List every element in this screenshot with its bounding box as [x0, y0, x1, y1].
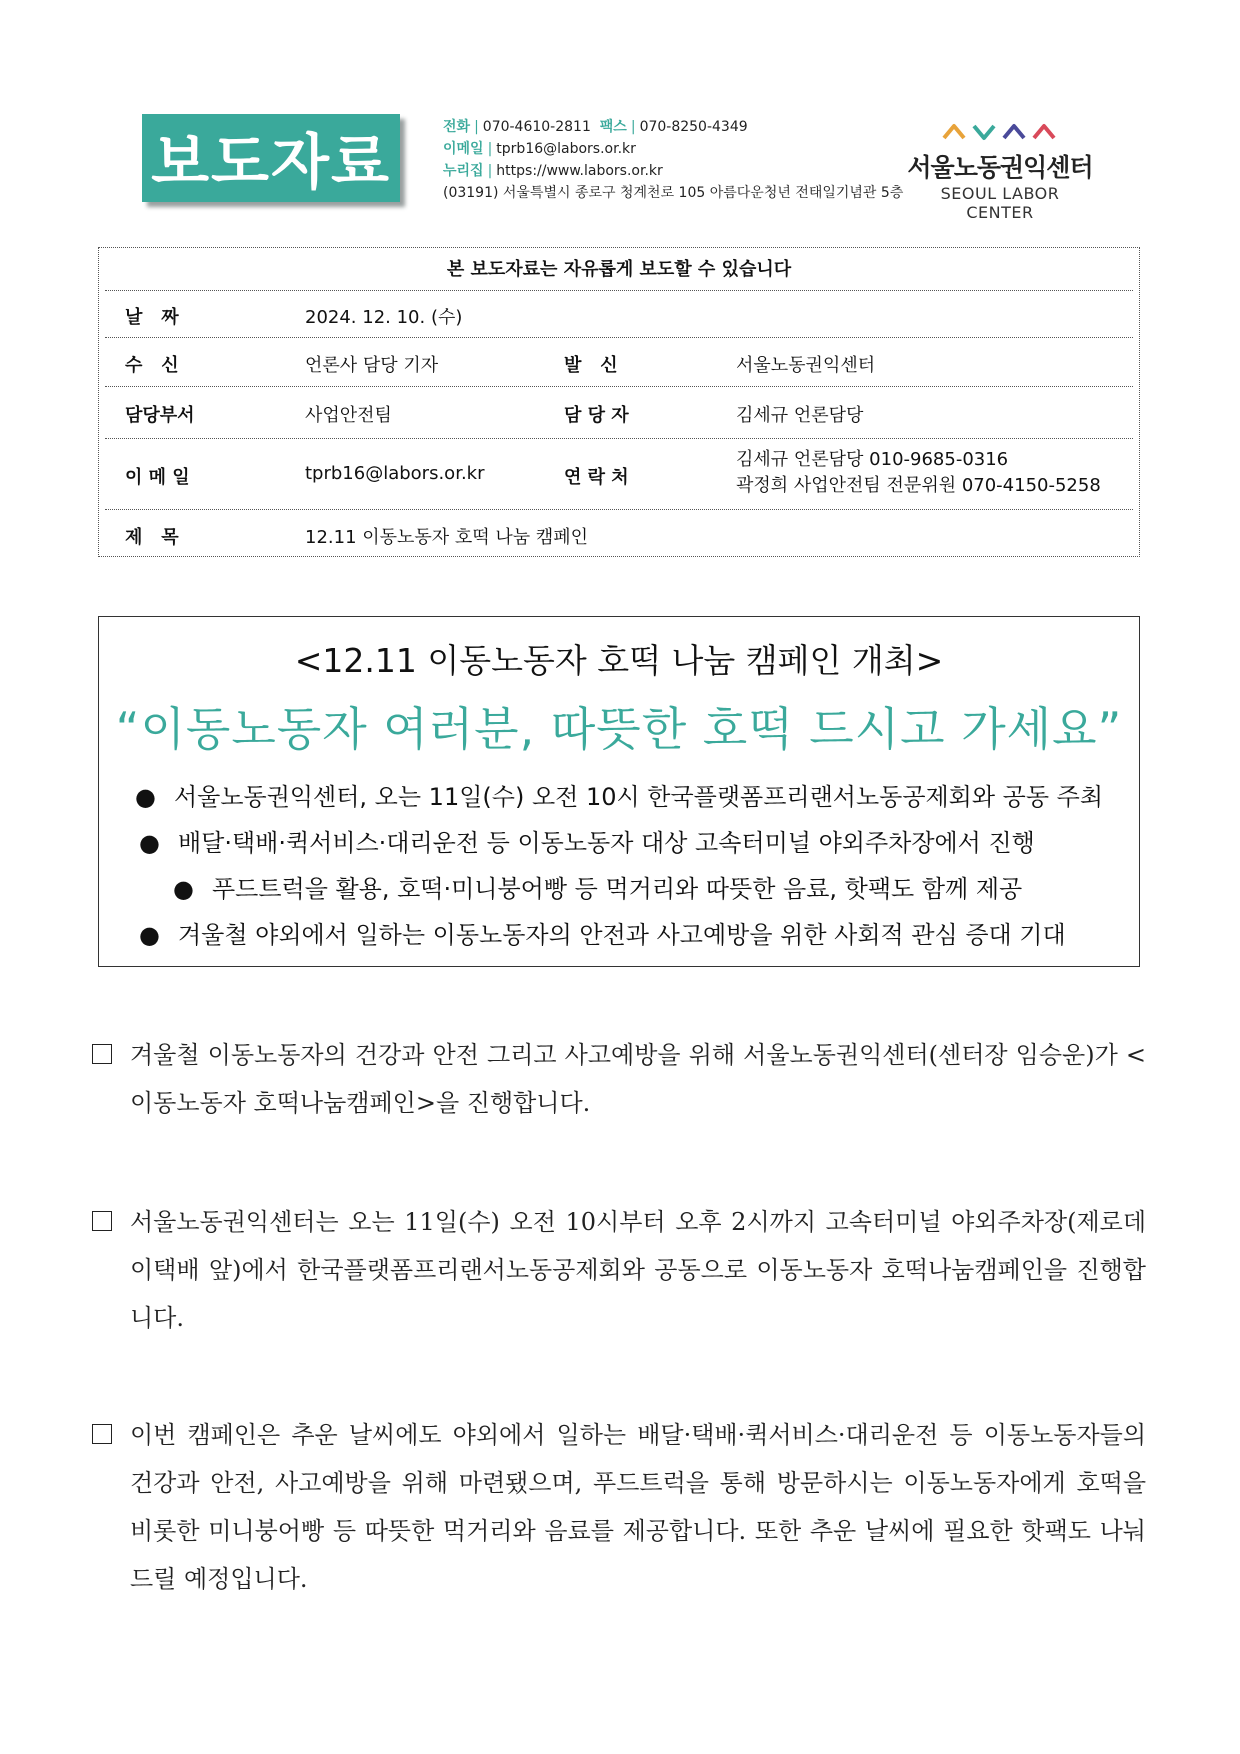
phone-label: 전화 [443, 119, 471, 135]
fax-label: 팩스 [599, 119, 627, 135]
website-link[interactable]: https://www.labors.or.kr [496, 163, 663, 179]
from-label: 발 신 [564, 355, 618, 376]
summary-bullet: ● 서울노동권익센터, 오는 11일(수) 오전 10시 한국플랫폼프리랜서노동공제회와 공동 주최 [135, 783, 1104, 811]
contact-values [736, 447, 1101, 499]
from-value: 서울노동권익센터 [736, 355, 876, 376]
checkbox-square-icon [92, 1424, 112, 1444]
contact-label: 연 락 처 [564, 467, 629, 488]
headline-box [98, 616, 1140, 967]
org-name: 서울노동권익센터 [907, 153, 1093, 182]
info-row-date [105, 291, 1133, 338]
dept-label: 담당부서 [125, 405, 195, 426]
subject-label: 제 목 [125, 527, 179, 548]
summary-bullet: ● 겨울철 야외에서 일하는 이동노동자의 안전과 사고예방을 위한 사회적 관심 증대 기대 [139, 921, 1066, 949]
subject-value: 12.11 이동노동자 호떡 나눔 캠페인 [305, 527, 589, 548]
person-value: 김세규 언론담당 [736, 405, 864, 426]
bullet-icon: ● [139, 829, 160, 857]
info-row-recipient [105, 338, 1133, 387]
info-row-subject [105, 510, 1133, 559]
bullet-icon: ● [135, 783, 156, 811]
bullet-icon: ● [173, 875, 194, 903]
dept-value: 사업안전팀 [305, 405, 392, 426]
headline-title: “이동노동자 여러분, 따뜻한 호떡 드시고 가세요” [115, 702, 1123, 756]
email-link[interactable]: tprb16@labors.or.kr [496, 141, 636, 157]
fax-number: 070-8250-4349 [639, 119, 748, 135]
date-value: 2024. 12. 10. (수) [305, 307, 463, 328]
phone-number[interactable]: 070-4610-2811 [482, 119, 591, 135]
checkbox-square-icon [92, 1044, 112, 1064]
checkbox-square-icon [92, 1211, 112, 1231]
body-paragraph: 이번 캠페인은 추운 날씨에도 야외에서 일하는 배달·택배·퀵서비스·대리운전 등 이동노동자들의 건강과 안전, 사고예방을 위해 마련됐으며, 푸드트럭을 통해 방문하시는 이동노동자에게 호떡을 비롯한 미니붕어빵 등 따뜻한 먹거리와 음료를 제공합니다. 또한 추운 날씨에 필요한 핫팩도 나눠드릴 예정입니다. [92, 1411, 1146, 1603]
info-row-department [105, 387, 1133, 439]
bullet-icon: ● [139, 921, 160, 949]
body-paragraph: 겨울철 이동노동자의 건강과 안전 그리고 사고예방을 위해 서울노동권익센터(센터장 임승운)가 <이동노동자 호떡나눔캠페인>을 진행합니다. [92, 1031, 1146, 1127]
body-paragraph: 서울노동권익센터는 오는 11일(수) 오전 10시부터 오후 2시까지 고속터미널 야외주차장(제로데이택배 앞)에서 한국플랫폼프리랜서노동공제회와 공동으로 이동노동자 호떡나눔캠페인을 진행합니다. [92, 1198, 1146, 1342]
summary-bullet: ● 푸드트럭을 활용, 호떡·미니붕어빵 등 먹거리와 따뜻한 음료, 핫팩도 함께 제공 [173, 875, 1023, 903]
headline-subtitle: <12.11 이동노동자 호떡 나눔 캠페인 개최> [294, 641, 944, 680]
org-mark-icon [940, 118, 1060, 142]
contact-line-1: 김세규 언론담당 010-9685-0316 [736, 449, 1009, 470]
contact-line-2: 곽정희 사업안전팀 전문위원 070-4150-5258 [736, 475, 1101, 496]
email-label: 이메일 [443, 141, 484, 157]
info-row-contact [105, 439, 1133, 510]
to-value: 언론사 담당 기자 [305, 355, 439, 376]
address: (03191) 서울특별시 종로구 청계천로 105 아름다운청년 전태일기념관 5층 [443, 185, 904, 201]
org-name-english: SEOUL LABOR CENTER [940, 184, 1060, 222]
contact-block: 전화 | 070-4610-2811 팩스 | 070-8250-4349 이메일 | tprb16@labors.or.kr 누리집 | https://www.labors.or.kr (03191) 서울특별시 종로구 청계천로 105 아름다운청년 전태일기념관 5층 [443, 119, 904, 201]
date-label: 날 짜 [125, 307, 179, 328]
org-logo [905, 118, 1095, 222]
logo-text: 보도자료 [151, 128, 391, 198]
email-value[interactable]: tprb16@labors.or.kr [305, 463, 485, 484]
person-label: 담 당 자 [564, 405, 629, 426]
email-label: 이 메 일 [125, 467, 190, 488]
to-label: 수 신 [125, 355, 179, 376]
summary-bullet: ● 배달·택배·퀵서비스·대리운전 등 이동노동자 대상 고속터미널 야외주차장에서 진행 [139, 829, 1035, 857]
release-info-table [98, 247, 1140, 557]
press-release-logo [142, 114, 400, 202]
web-label: 누리집 [443, 163, 484, 179]
release-notice: 본 보도자료는 자유롭게 보도할 수 있습니다 [105, 250, 1133, 291]
